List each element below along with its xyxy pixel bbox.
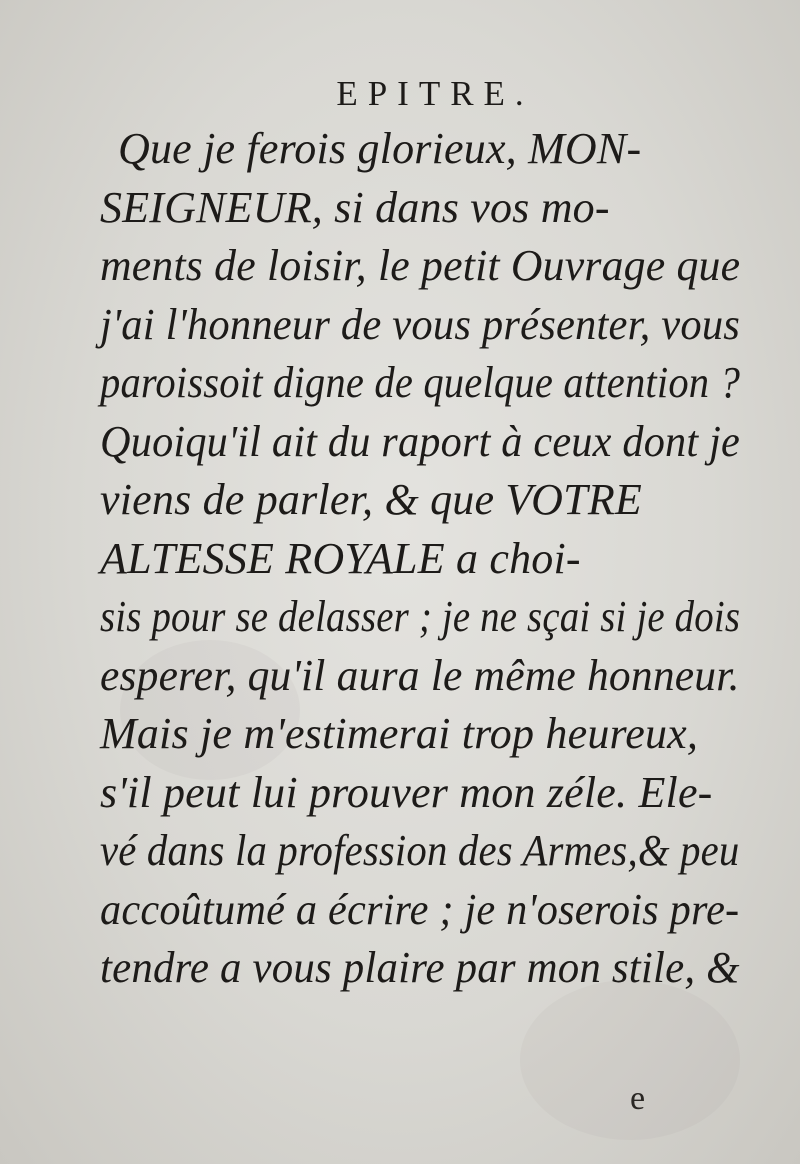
text-line: esperer, qu'il aura le même honneur. (100, 650, 740, 700)
text-line: viens de parler, & que VOTRE (100, 475, 642, 524)
catchword: e (630, 1080, 646, 1117)
body-text (100, 120, 741, 998)
text-line: SEIGNEUR, si dans vos mo- (100, 182, 610, 232)
text-line: tendre a vous plaire par mon stile, & (100, 943, 740, 992)
text-line: Quoiqu'il ait du raport à ceux dont je (100, 416, 740, 466)
text-line: accoûtumé a écrire ; je n'oserois pre- (100, 884, 740, 934)
text-line: Mais je m'estimerai trop heureux, (100, 709, 699, 758)
text-line: ALTESSE ROYALE a choi- (100, 533, 581, 583)
page-header: EPITRE. (336, 74, 534, 113)
text-line: ments de loisir, le petit Ouvrage que (100, 241, 741, 290)
text-line: Que je ferois glorieux, MON- (118, 124, 642, 173)
text-line: paroissoit digne de quelque attention ? (100, 358, 741, 407)
text-line: s'il peut lui prouver mon zéle. Ele- (100, 767, 713, 817)
text-line: sis pour se delasser ; je ne sçai si je dois (100, 592, 741, 641)
text-line: j'ai l'honneur de vous présenter, vous (100, 299, 741, 349)
text-line: vé dans la profession des Armes,& peu (100, 826, 740, 875)
